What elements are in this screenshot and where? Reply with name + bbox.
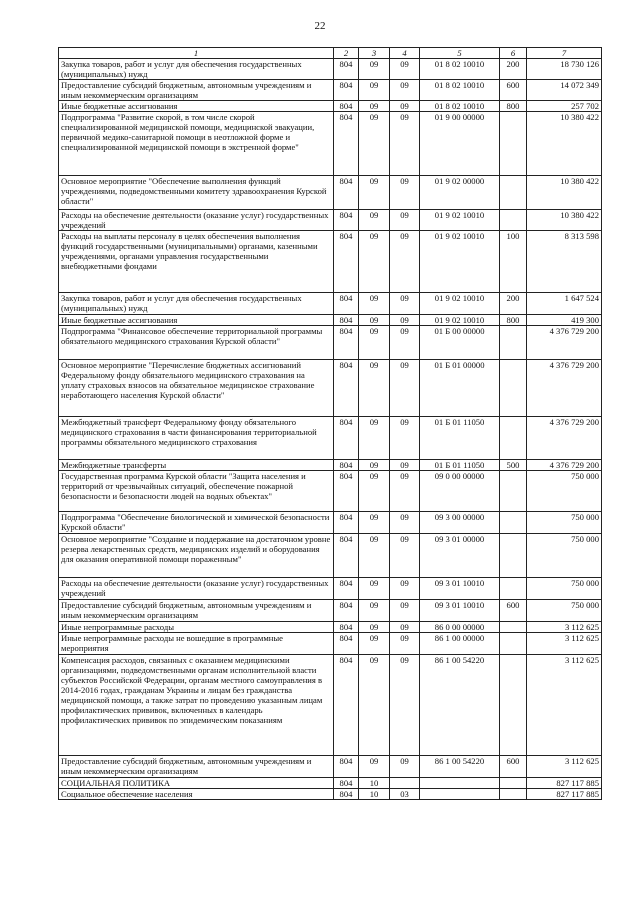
amount: 10 380 422 [527, 210, 602, 231]
expense-type-code: 200 [500, 293, 527, 315]
target-article-code: 01 9 02 10010 [420, 315, 500, 326]
expense-type-code: 800 [500, 315, 527, 326]
grbs-code: 804 [334, 231, 359, 293]
amount: 4 376 729 200 [527, 360, 602, 417]
amount: 1 647 524 [527, 293, 602, 315]
table-row [59, 101, 602, 112]
subsection-code: 09 [390, 655, 420, 756]
amount: 3 112 625 [527, 633, 602, 655]
subsection-code: 03 [390, 789, 420, 800]
section-code: 09 [359, 460, 390, 471]
grbs-code: 804 [334, 210, 359, 231]
target-article-code: 09 3 01 00000 [420, 534, 500, 578]
target-article-code: 01 9 02 10010 [420, 293, 500, 315]
expense-type-code [500, 176, 527, 210]
section-code: 09 [359, 231, 390, 293]
target-article-code: 09 3 01 10010 [420, 578, 500, 600]
expense-type-code: 100 [500, 231, 527, 293]
grbs-code: 804 [334, 315, 359, 326]
subsection-code: 09 [390, 460, 420, 471]
grbs-code: 804 [334, 622, 359, 633]
row-name: Межбюджетные трансферты [59, 460, 334, 471]
subsection-code: 09 [390, 512, 420, 534]
subsection-code: 09 [390, 231, 420, 293]
row-name: Иные бюджетные ассигнования [59, 101, 334, 112]
amount: 3 112 625 [527, 655, 602, 756]
section-code: 09 [359, 512, 390, 534]
row-name: СОЦИАЛЬНАЯ ПОЛИТИКА [59, 778, 334, 789]
table-row [59, 600, 602, 622]
expense-type-code [500, 512, 527, 534]
subsection-code: 09 [390, 633, 420, 655]
section-code: 09 [359, 101, 390, 112]
column-number: 2 [334, 48, 359, 59]
amount: 18 730 126 [527, 59, 602, 80]
table-row [59, 622, 602, 633]
row-name: Иные бюджетные ассигнования [59, 315, 334, 326]
column-number: 7 [527, 48, 602, 59]
target-article-code: 01 Б 01 11050 [420, 417, 500, 460]
grbs-code: 804 [334, 80, 359, 101]
row-name: Закупка товаров, работ и услуг для обеспечения государственных (муниципальных) нужд [59, 59, 334, 80]
row-name: Компенсация расходов, связанных с оказанием медицинскими организациями, подведомственными органам исполнительной власти субъектов Российской Федерации, органам местного самоуправления в 2014-2016 годах, гражданам Украины и лицам без гражданства медицинской помощи, а также затрат по проведению указанным лицам профилактических прививок, включенных в календарь профилактических прививок по эпидемическим показаниям [59, 655, 334, 756]
row-name: Предоставление субсидий бюджетным, автономным учреждениям и иным некоммерческим организациям [59, 80, 334, 101]
section-code: 09 [359, 59, 390, 80]
amount: 4 376 729 200 [527, 460, 602, 471]
section-code: 09 [359, 315, 390, 326]
target-article-code: 09 3 00 00000 [420, 512, 500, 534]
target-article-code: 01 8 02 10010 [420, 101, 500, 112]
subsection-code: 09 [390, 534, 420, 578]
row-name: Иные непрограммные расходы [59, 622, 334, 633]
table-row [59, 315, 602, 326]
expense-type-code [500, 789, 527, 800]
expense-type-code: 600 [500, 756, 527, 778]
row-name: Подпрограмма "Развитие скорой, в том числе скорой специализированной медицинской помощи, медицинской эвакуации, первичной медико-санитарной помощи в неотложной форме и специализированной медицинской помощи в экстренной форме" [59, 112, 334, 176]
subsection-code: 09 [390, 80, 420, 101]
subsection-code: 09 [390, 417, 420, 460]
amount: 827 117 885 [527, 789, 602, 800]
grbs-code: 804 [334, 293, 359, 315]
table-row [59, 460, 602, 471]
subsection-code: 09 [390, 360, 420, 417]
row-name: Основное мероприятие "Перечисление бюджетных ассигнований Федеральному фонду обязательного медицинского страхования на уплату страховых взносов на обязательное медицинское страхование неработающего населения Курской области" [59, 360, 334, 417]
grbs-code: 804 [334, 326, 359, 360]
table-row [59, 471, 602, 512]
table-row [59, 655, 602, 756]
expense-type-code [500, 417, 527, 460]
target-article-code: 01 9 00 00000 [420, 112, 500, 176]
expense-type-code [500, 210, 527, 231]
row-name: Иные непрограммные расходы не вошедшие в программные мероприятия [59, 633, 334, 655]
expense-type-code [500, 471, 527, 512]
amount: 750 000 [527, 600, 602, 622]
row-name: Расходы на обеспечение деятельности (оказание услуг) государственных учреждений [59, 210, 334, 231]
grbs-code: 804 [334, 633, 359, 655]
page-number: 22 [314, 20, 326, 32]
table-row [59, 176, 602, 210]
subsection-code: 09 [390, 578, 420, 600]
section-code: 09 [359, 655, 390, 756]
table-row [59, 512, 602, 534]
section-code: 09 [359, 633, 390, 655]
amount: 10 380 422 [527, 176, 602, 210]
amount: 750 000 [527, 534, 602, 578]
subsection-code: 09 [390, 622, 420, 633]
subsection-code: 09 [390, 756, 420, 778]
subsection-code: 09 [390, 326, 420, 360]
table-row [59, 778, 602, 789]
target-article-code: 01 8 02 10010 [420, 59, 500, 80]
amount: 827 117 885 [527, 778, 602, 789]
amount: 750 000 [527, 471, 602, 512]
column-number: 3 [359, 48, 390, 59]
table-row [59, 789, 602, 800]
grbs-code: 804 [334, 59, 359, 80]
amount: 4 376 729 200 [527, 417, 602, 460]
row-name: Закупка товаров, работ и услуг для обеспечения государственных (муниципальных) нужд [59, 293, 334, 315]
grbs-code: 804 [334, 578, 359, 600]
grbs-code: 804 [334, 655, 359, 756]
section-code: 09 [359, 293, 390, 315]
row-name: Межбюджетный трансферт Федеральному фонду обязательного медицинского страхования в части финансирования территориальной программы обязательного медицинского страхования [59, 417, 334, 460]
target-article-code: 86 1 00 54220 [420, 756, 500, 778]
amount: 10 380 422 [527, 112, 602, 176]
grbs-code: 804 [334, 112, 359, 176]
amount: 3 112 625 [527, 622, 602, 633]
column-number: 5 [420, 48, 500, 59]
section-code: 10 [359, 789, 390, 800]
grbs-code: 804 [334, 789, 359, 800]
target-article-code: 09 0 00 00000 [420, 471, 500, 512]
column-number-row [59, 48, 602, 59]
row-name: Основное мероприятие "Создание и поддержание на достаточном уровне резерва лекарственных средств, медицинских изделий и оборудования для оказания оперативной помощи пораженным" [59, 534, 334, 578]
expense-type-code [500, 360, 527, 417]
grbs-code: 804 [334, 778, 359, 789]
column-number: 4 [390, 48, 420, 59]
section-code: 09 [359, 360, 390, 417]
target-article-code: 01 Б 01 00000 [420, 360, 500, 417]
row-name: Подпрограмма "Обеспечение биологической и химической безопасности Курской области" [59, 512, 334, 534]
table-row [59, 756, 602, 778]
table-row [59, 210, 602, 231]
expense-type-code [500, 655, 527, 756]
amount: 3 112 625 [527, 756, 602, 778]
expense-type-code [500, 112, 527, 176]
grbs-code: 804 [334, 600, 359, 622]
subsection-code: 09 [390, 210, 420, 231]
target-article-code: 86 0 00 00000 [420, 622, 500, 633]
expense-type-code: 200 [500, 59, 527, 80]
subsection-code: 09 [390, 471, 420, 512]
expense-type-code [500, 633, 527, 655]
column-number: 6 [500, 48, 527, 59]
table-row [59, 360, 602, 417]
table-row [59, 293, 602, 315]
amount: 4 376 729 200 [527, 326, 602, 360]
subsection-code: 09 [390, 293, 420, 315]
table-row [59, 578, 602, 600]
target-article-code: 86 1 00 54220 [420, 655, 500, 756]
section-code: 09 [359, 176, 390, 210]
expense-type-code: 800 [500, 101, 527, 112]
grbs-code: 804 [334, 534, 359, 578]
amount: 419 300 [527, 315, 602, 326]
row-name: Государственная программа Курской области "Защита населения и территорий от чрезвычайных ситуаций, обеспечение пожарной безопасности и безопасности людей на водных объектах" [59, 471, 334, 512]
target-article-code: 01 Б 01 11050 [420, 460, 500, 471]
expense-type-code [500, 778, 527, 789]
target-article-code [420, 778, 500, 789]
section-code: 09 [359, 600, 390, 622]
budget-table [58, 47, 602, 800]
target-article-code: 09 3 01 10010 [420, 600, 500, 622]
subsection-code [390, 778, 420, 789]
amount: 257 702 [527, 101, 602, 112]
table-row [59, 112, 602, 176]
grbs-code: 804 [334, 512, 359, 534]
expense-type-code [500, 326, 527, 360]
section-code: 09 [359, 756, 390, 778]
row-name: Основное мероприятие "Обеспечение выполнения функций учреждениями, подведомственными комитету здравоохранения Курской области" [59, 176, 334, 210]
target-article-code: 01 8 02 10010 [420, 80, 500, 101]
grbs-code: 804 [334, 176, 359, 210]
table-row [59, 231, 602, 293]
subsection-code: 09 [390, 176, 420, 210]
target-article-code [420, 789, 500, 800]
section-code: 09 [359, 80, 390, 101]
section-code: 09 [359, 112, 390, 176]
table-row [59, 534, 602, 578]
table-row [59, 59, 602, 80]
expense-type-code [500, 534, 527, 578]
table-row [59, 80, 602, 101]
row-name: Предоставление субсидий бюджетным, автономным учреждениям и иным некоммерческим организациям [59, 756, 334, 778]
grbs-code: 804 [334, 460, 359, 471]
section-code: 09 [359, 578, 390, 600]
expense-type-code: 500 [500, 460, 527, 471]
amount: 8 313 598 [527, 231, 602, 293]
grbs-code: 804 [334, 756, 359, 778]
target-article-code: 01 9 02 10010 [420, 231, 500, 293]
row-name: Подпрограмма "Финансовое обеспечение территориальной программы обязательного медицинского страхования Курской области" [59, 326, 334, 360]
section-code: 10 [359, 778, 390, 789]
row-name: Расходы на выплаты персоналу в целях обеспечения выполнения функций государственными (муниципальными) органами, казенными учреждениями, органами управления государственными внебюджетными фондами [59, 231, 334, 293]
amount: 750 000 [527, 578, 602, 600]
column-number: 1 [59, 48, 334, 59]
subsection-code: 09 [390, 59, 420, 80]
row-name: Социальное обеспечение населения [59, 789, 334, 800]
grbs-code: 804 [334, 101, 359, 112]
expense-type-code: 600 [500, 80, 527, 101]
grbs-code: 804 [334, 360, 359, 417]
section-code: 09 [359, 417, 390, 460]
amount: 750 000 [527, 512, 602, 534]
target-article-code: 01 9 02 10010 [420, 210, 500, 231]
section-code: 09 [359, 534, 390, 578]
subsection-code: 09 [390, 600, 420, 622]
row-name: Предоставление субсидий бюджетным, автономным учреждениям и иным некоммерческим организациям [59, 600, 334, 622]
expense-type-code [500, 578, 527, 600]
table-row [59, 633, 602, 655]
table-row [59, 417, 602, 460]
target-article-code: 86 1 00 00000 [420, 633, 500, 655]
grbs-code: 804 [334, 417, 359, 460]
row-name: Расходы на обеспечение деятельности (оказание услуг) государственных учреждений [59, 578, 334, 600]
expense-type-code: 600 [500, 600, 527, 622]
section-code: 09 [359, 622, 390, 633]
amount: 14 072 349 [527, 80, 602, 101]
grbs-code: 804 [334, 471, 359, 512]
target-article-code: 01 Б 00 00000 [420, 326, 500, 360]
target-article-code: 01 9 02 00000 [420, 176, 500, 210]
section-code: 09 [359, 210, 390, 231]
table-row [59, 326, 602, 360]
section-code: 09 [359, 326, 390, 360]
expense-type-code [500, 622, 527, 633]
subsection-code: 09 [390, 101, 420, 112]
subsection-code: 09 [390, 112, 420, 176]
subsection-code: 09 [390, 315, 420, 326]
section-code: 09 [359, 471, 390, 512]
